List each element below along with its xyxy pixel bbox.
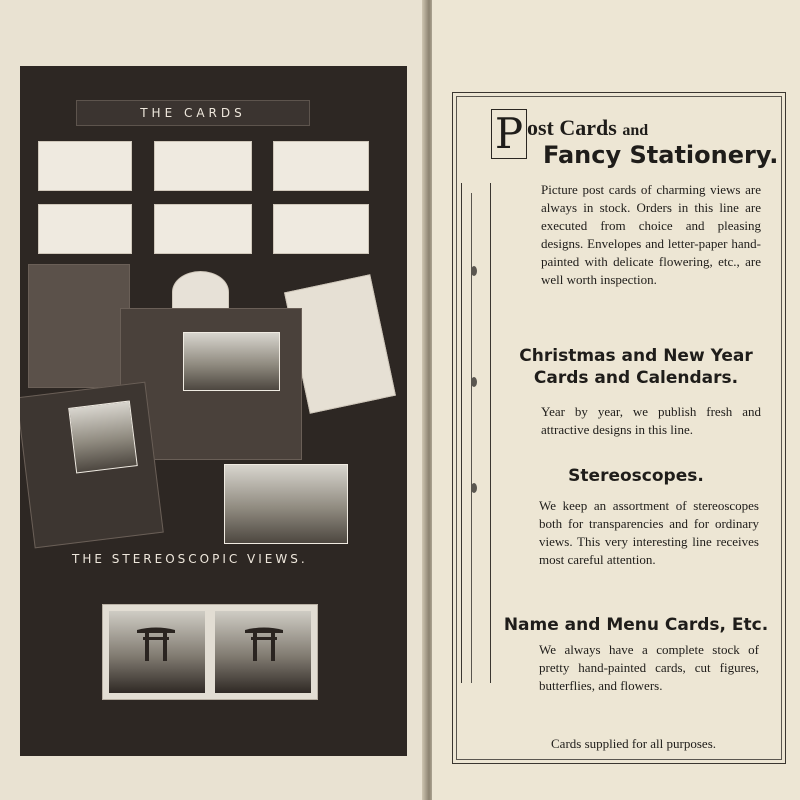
title-line-2: Fancy Stationery.: [543, 141, 779, 169]
stereoscopes-paragraph: We keep an assortment of stereoscopes both for transparencies and for ordinary views. This very interesting line receives most careful attention.: [539, 498, 759, 567]
torii-icon: [135, 625, 177, 661]
plate-heading: THE CARDS: [76, 100, 310, 126]
name-menu-title: Name and Menu Cards, Etc.: [503, 615, 769, 635]
floral-card: [28, 264, 130, 388]
title-and: and: [622, 122, 649, 139]
christmas-paragraph: Year by year, we publish fresh and attractive designs in this line.: [541, 404, 761, 437]
footer-text: Cards supplied for all purposes.: [551, 736, 717, 751]
fan-card: [172, 271, 229, 313]
title-line-1: [527, 117, 648, 139]
card-thumbnail: [154, 141, 252, 191]
stereoscopes-title: Stereoscopes.: [568, 466, 704, 486]
samurai-photo: [68, 400, 138, 473]
rice-field-photo: [224, 464, 348, 544]
landscape-photo: [183, 332, 280, 391]
stereo-heading: THE STEREOSCOPIC VIEWS.: [72, 552, 308, 566]
torii-icon: [243, 625, 285, 661]
title-main: ost Cards: [527, 115, 617, 140]
stereo-photo-left: [109, 611, 205, 693]
card-thumbnail: [38, 204, 132, 254]
leaf-icon: [471, 483, 477, 493]
cards-photo-plate: [20, 66, 407, 756]
intro-paragraph: Picture post cards of charming views are always in stock. Orders in this line are executed from choice and pleasing designs. Envelopes and letter-paper hand-painted with delicate flowering, etc., are well worth inspection.: [541, 182, 761, 287]
stereoscopic-card: [102, 604, 318, 700]
christmas-section-title: Christmas and New Year Cards and Calendars.: [519, 346, 753, 388]
stereo-photo-right: [215, 611, 311, 693]
card-thumbnail: [273, 204, 369, 254]
drop-cap: P: [491, 109, 527, 159]
leaf-icon: [471, 377, 477, 387]
card-thumbnail: [154, 204, 252, 254]
leaf-icon: [471, 266, 477, 276]
text-frame: [452, 92, 786, 764]
card-thumbnail: [273, 141, 369, 191]
name-menu-paragraph: We always have a complete stock of pretty hand-painted cards, cut figures, butterflies, and flowers.: [539, 642, 759, 693]
card-thumbnail: [38, 141, 132, 191]
